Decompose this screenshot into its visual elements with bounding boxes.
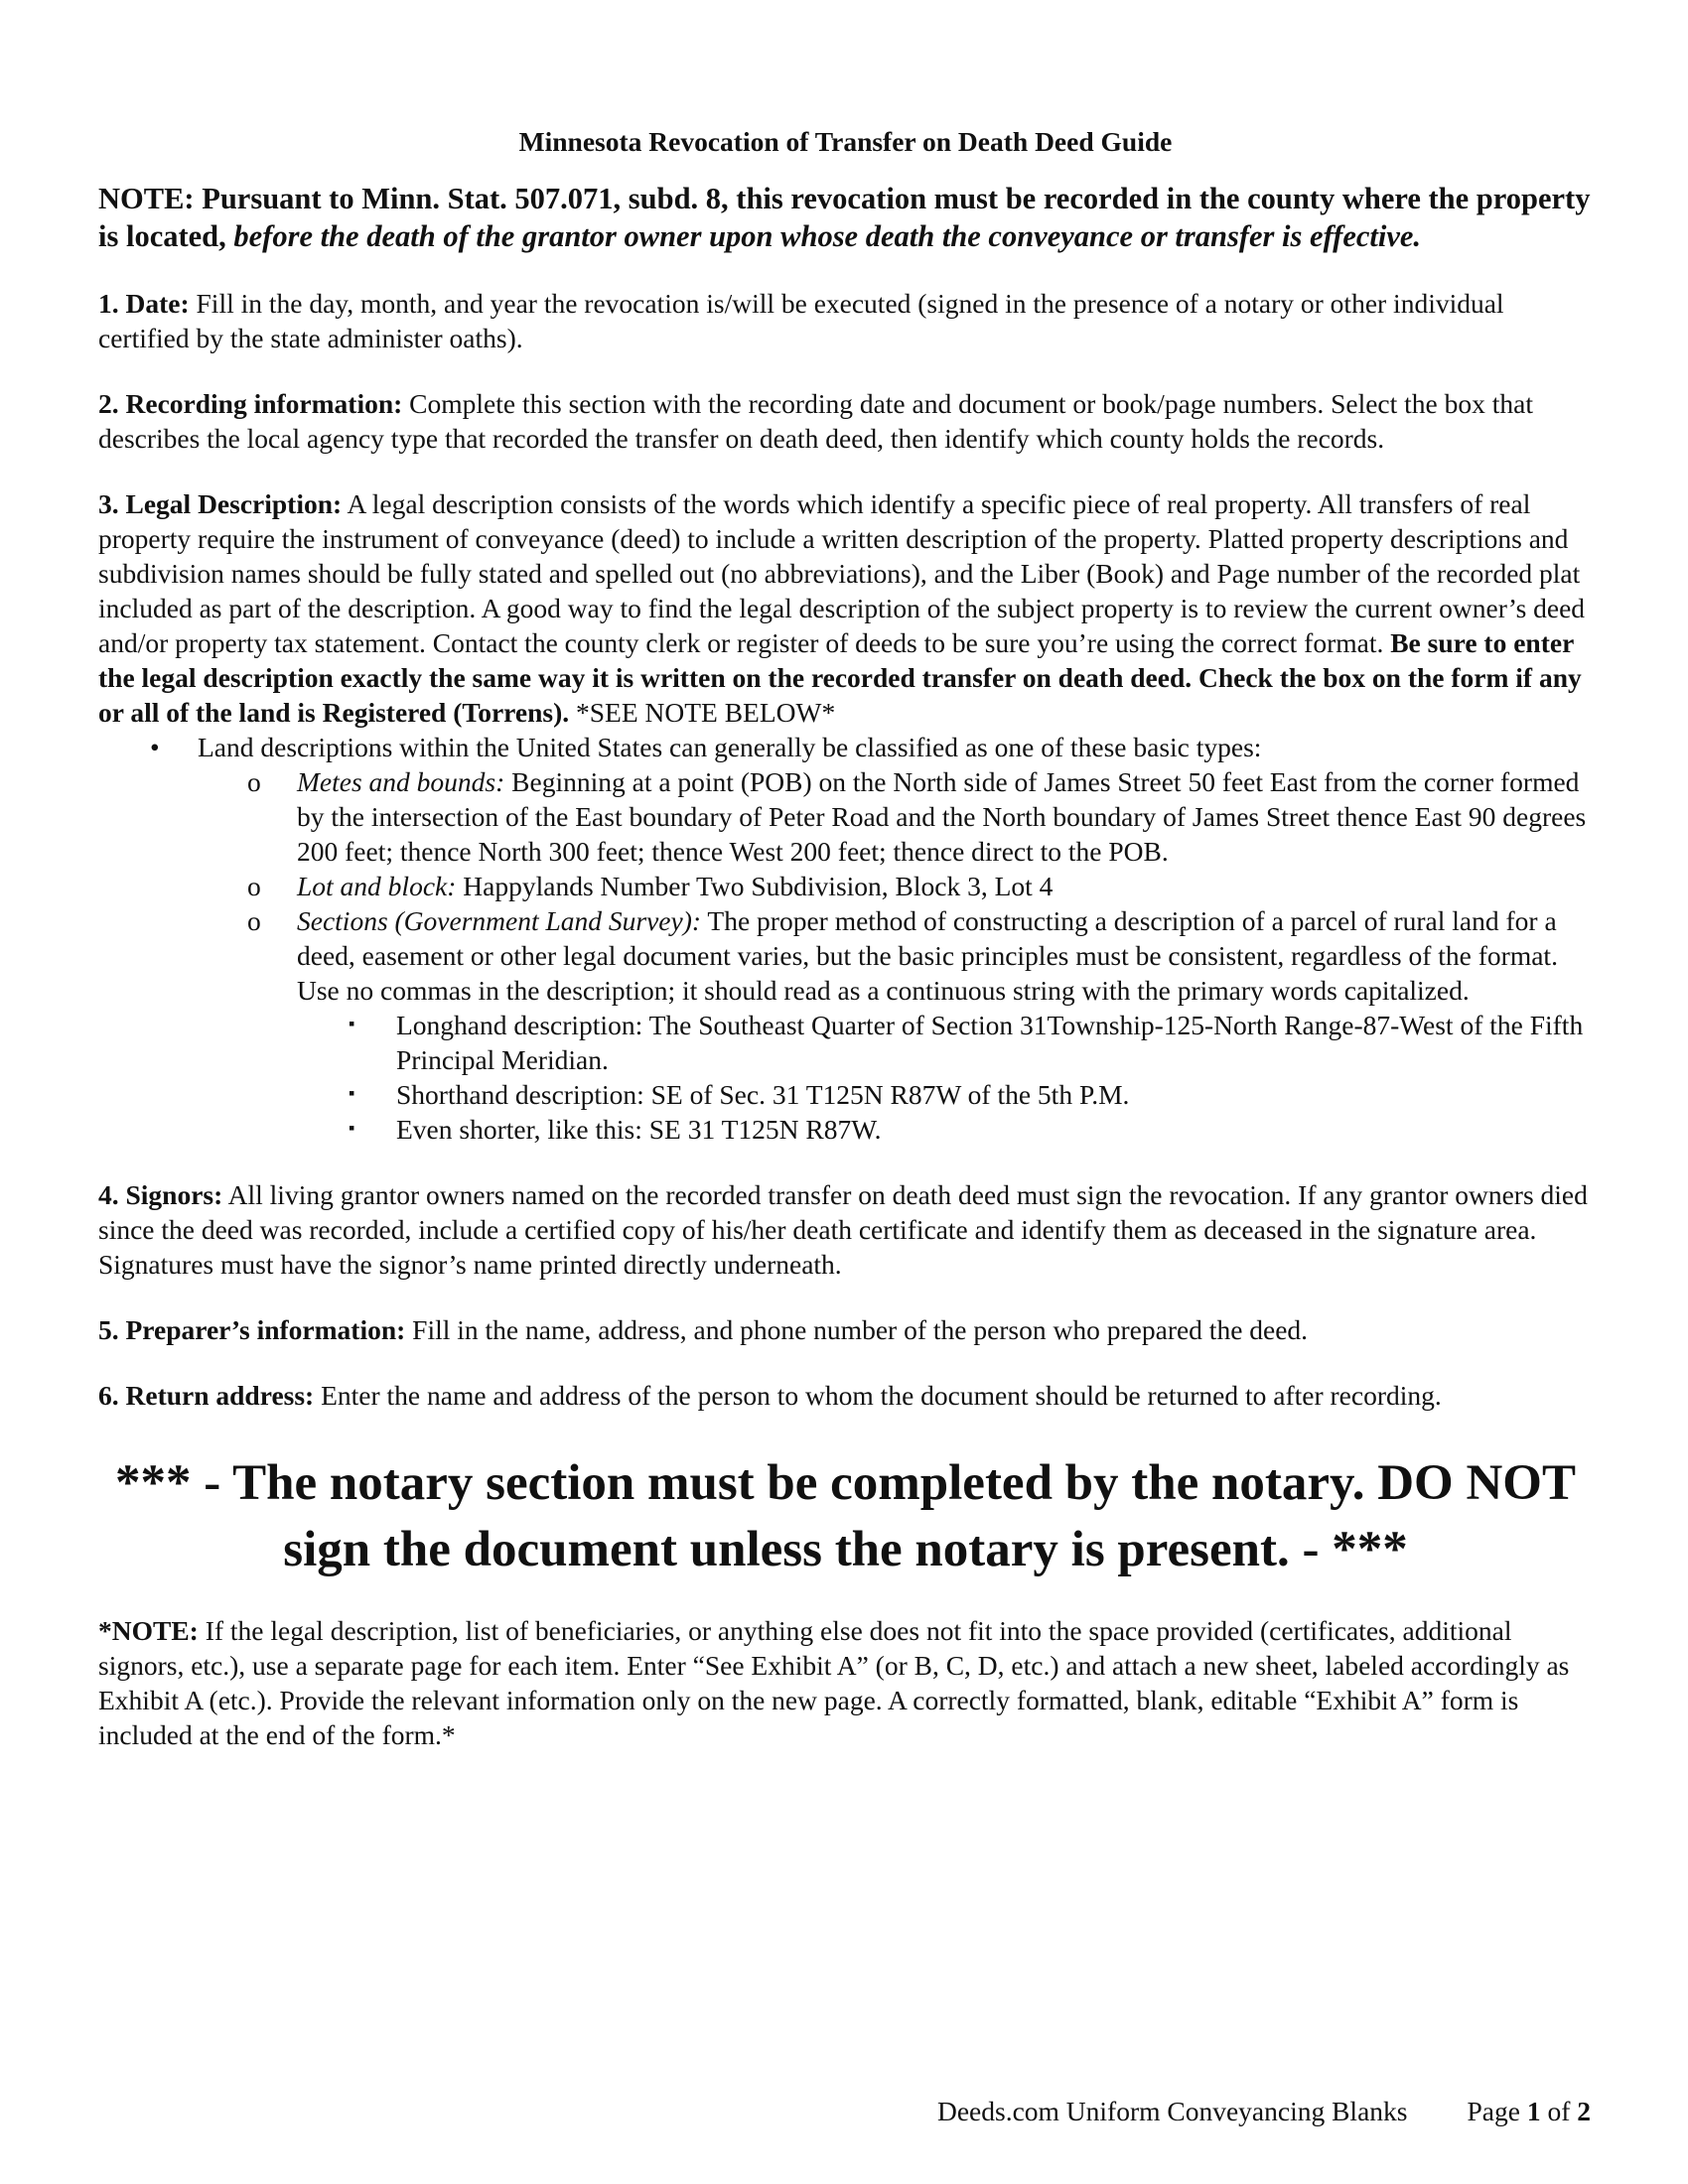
list-item-metes-and-bounds <box>98 764 1593 869</box>
page-number <box>1467 2096 1591 2126</box>
document-body <box>98 124 1593 1752</box>
section-legal-label: 3. Legal Description: <box>98 488 343 519</box>
list-item-lot-and-block <box>98 869 1593 903</box>
section-preparer <box>98 1312 1593 1347</box>
section-return-text: Enter the name and address of the person to whom the document should be returned to after recording. <box>314 1380 1442 1411</box>
footnote-text: If the legal description, list of beneficiaries, or anything else does not fit into the space provided (certificates, additional signors, etc.), use a separate page for each item. Enter “See Exhibit A” (or B, C, D, etc.) and attach a new sheet, labeled accordingly as Exhibit A (etc.). Provide the relevant information only on the new page. A correctly formatted, blank, editable “Exhibit A” form is included at the end of the form.* <box>98 1615 1570 1750</box>
square-bullet-icon: ▪ <box>349 1083 355 1103</box>
section-recording-label: 2. Recording information: <box>98 388 403 419</box>
section-signors-text: All living grantor owners named on the recorded transfer on death deed must sign the revocation. If any grantor owners died since the deed was recorded, include a certified copy of his/her death certificate and identify them as deceased in the signature area. Signatures must have the signor’s name printed directly underneath. <box>98 1179 1588 1280</box>
section-date-label: 1. Date: <box>98 288 190 319</box>
legal-description-paragraph <box>98 486 1593 730</box>
square-bullet-icon: ▪ <box>349 1014 355 1033</box>
section-preparer-text: Fill in the name, address, and phone number of the person who prepared the deed. <box>405 1314 1309 1345</box>
section-legal-see-note: *SEE NOTE BELOW* <box>569 697 836 728</box>
section-legal-bold-text: Be sure to enter the legal description exactly the same way it is written on the recorded transfer on death deed. Check the box on the form if any or all of the land is Registered (Torrens). <box>98 627 1582 728</box>
page-total: 2 <box>1577 2096 1591 2126</box>
exhibit-footnote <box>98 1613 1593 1752</box>
section-legal-text: A legal description consists of the words which identify a specific piece of real property. All transfers of real property require the instrument of conveyance (deed) to include a written description of the property. Platted property descriptions and subdivision names should be fully stated and spelled out (no abbreviations), and the Liber (Book) and Page number of the recorded plat included as part of the description. A good way to find the legal description of the subject property is to review the current owner’s deed and/or property tax statement. Contact the county clerk or register of deeds to be sure you’re using the correct format. <box>98 488 1586 658</box>
recording-note-text: NOTE: Pursuant to Minn. Stat. 507.071, subd. 8, this revocation must be recorded in the county where the property is located, <box>98 182 1591 253</box>
list-item-even-shorter <box>98 1112 1593 1147</box>
sections-text: The proper method of constructing a description of a parcel of rural land for a deed, easement or other legal document varies, but the basic principles must be consistent, regardless of the format. Use no commas in the description; it should read as a continuous string with the primary words capitalized. <box>297 905 1558 1006</box>
sections-label: Sections (Government Land Survey): <box>297 905 702 936</box>
section-date <box>98 286 1593 355</box>
recording-note-italic: before the death of the grantor owner upon whose death the conveyance or transfer is effective. <box>233 219 1422 253</box>
list-item <box>98 730 1593 764</box>
circle-bullet-icon: o <box>247 871 261 901</box>
section-recording <box>98 386 1593 456</box>
page-of: of <box>1540 2096 1578 2126</box>
list-item-sections <box>98 903 1593 1008</box>
notary-warning: *** - The notary section must be completed by the notary. DO NOT sign the document unless the notary is present. - *** <box>115 1455 1576 1577</box>
section-recording-text: Complete this section with the recording date and document or book/page numbers. Select the box that describes the local agency type that recorded the transfer on death deed, then identify which county holds the records. <box>98 388 1533 454</box>
metes-text: Beginning at a point (POB) on the North side of James Street 50 feet East from the corner formed by the intersection of the East boundary of Peter Road and the North boundary of James Street thence East 90 degrees 200 feet; thence North 300 feet; thence West 200 feet; thence direct to the POB. <box>297 766 1587 867</box>
circle-bullet-icon: o <box>247 766 261 797</box>
metes-label: Metes and bounds: <box>297 766 505 797</box>
section-signors-label: 4. Signors: <box>98 1179 223 1210</box>
document-title: Minnesota Revocation of Transfer on Death Deed Guide <box>518 126 1173 157</box>
land-types-intro: Land descriptions within the United States can generally be classified as one of these basic types: <box>198 732 1262 762</box>
section-return-address <box>98 1378 1593 1413</box>
even-shorter-example: Even shorter, like this: SE 31 T125N R87W. <box>396 1114 882 1145</box>
longhand-example: Longhand description: The Southeast Quarter of Section 31Township-125-North Range-87-West of the Fifth Principal Meridian. <box>396 1010 1584 1075</box>
page-footer <box>937 2094 1591 2128</box>
lot-label: Lot and block: <box>297 871 457 901</box>
land-description-list <box>98 730 1593 1147</box>
bullet-icon: • <box>150 732 160 762</box>
footnote-label: *NOTE: <box>98 1615 199 1646</box>
page-word: Page <box>1467 2096 1527 2126</box>
section-return-label: 6. Return address: <box>98 1380 315 1411</box>
square-bullet-icon: ▪ <box>349 1118 355 1138</box>
list-item-shorthand <box>98 1077 1593 1112</box>
circle-bullet-icon: o <box>247 905 261 936</box>
section-legal-description <box>98 486 1593 1147</box>
shorthand-example: Shorthand description: SE of Sec. 31 T125N R87W of the 5th P.M. <box>396 1079 1130 1110</box>
list-item-longhand <box>98 1008 1593 1077</box>
footer-site: Deeds.com Uniform Conveyancing Blanks <box>936 2096 1408 2126</box>
section-signors <box>98 1177 1593 1282</box>
recording-note <box>98 180 1593 255</box>
section-date-text: Fill in the day, month, and year the revocation is/will be executed (signed in the presence of a notary or other individual certified by the state administer oaths). <box>98 288 1504 353</box>
page-current: 1 <box>1526 2096 1541 2126</box>
lot-text: Happylands Number Two Subdivision, Block 3, Lot 4 <box>456 871 1054 901</box>
section-preparer-label: 5. Preparer’s information: <box>98 1314 406 1345</box>
